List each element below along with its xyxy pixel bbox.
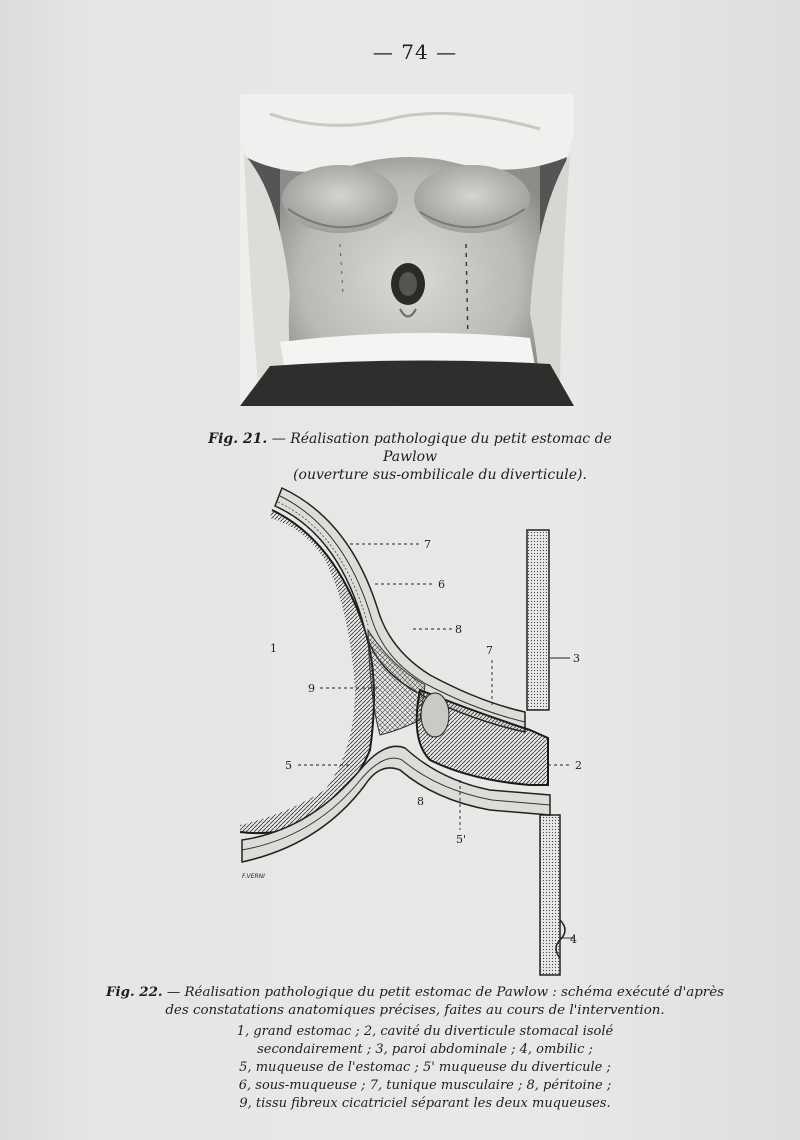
legend-line: 9, tissu fibreux cicatriciel séparant les deux muqueuses.	[239, 1096, 611, 1111]
callout-3: 3	[573, 652, 580, 665]
page-number: — 74 —	[372, 40, 458, 64]
figure-21-caption-line-2: (ouverture sus-ombilicale du diverticule).	[293, 467, 587, 483]
figure-21-photograph	[240, 94, 574, 406]
figure-22-caption-line-2: des constatations anatomiques précises, faites au cours de l'intervention.	[165, 1003, 665, 1018]
callout-2: 2	[575, 759, 582, 772]
legend-line: 5, muqueuse de l'estomac ; 5' muqueuse du diverticule ;	[239, 1060, 611, 1075]
callout-4: 4	[570, 933, 577, 946]
callout-1: 1	[270, 642, 277, 655]
figure-21-caption	[190, 430, 630, 484]
callout-8-upper: 8	[455, 623, 462, 636]
figure-22-caption-line-1: — Réalisation pathologique du petit estomac de Pawlow : schéma exécuté d'après	[166, 985, 725, 1000]
legend-line: secondairement ; 3, paroi abdominale ; 4, ombilic ;	[257, 1042, 593, 1057]
callout-6: 6	[438, 578, 445, 591]
legend-line: 6, sous-muqueuse ; 7, tunique musculaire ; 8, péritoine ;	[238, 1078, 612, 1093]
figure-22-label: Fig. 22.	[105, 984, 163, 1000]
callout-7-lower: 7	[486, 644, 493, 657]
callout-5: 5	[285, 759, 292, 772]
callout-5-prime: 5'	[456, 833, 467, 846]
legend-line: 1, grand estomac ; 2, cavité du diverticule stomacal isolé	[236, 1024, 614, 1039]
figure-21-caption-line-1: — Réalisation pathologique du petit estomac de Pawlow	[271, 431, 612, 465]
callout-7-upper: 7	[424, 538, 431, 551]
figure-22-diagram	[230, 480, 610, 980]
figure-22-legend	[200, 1023, 650, 1113]
callout-9: 9	[308, 682, 315, 695]
figure-21-label: Fig. 21.	[208, 431, 268, 447]
artist-signature: F.VERNI	[242, 873, 265, 880]
callout-8-lower: 8	[417, 795, 424, 808]
figure-22-caption	[95, 983, 735, 1020]
